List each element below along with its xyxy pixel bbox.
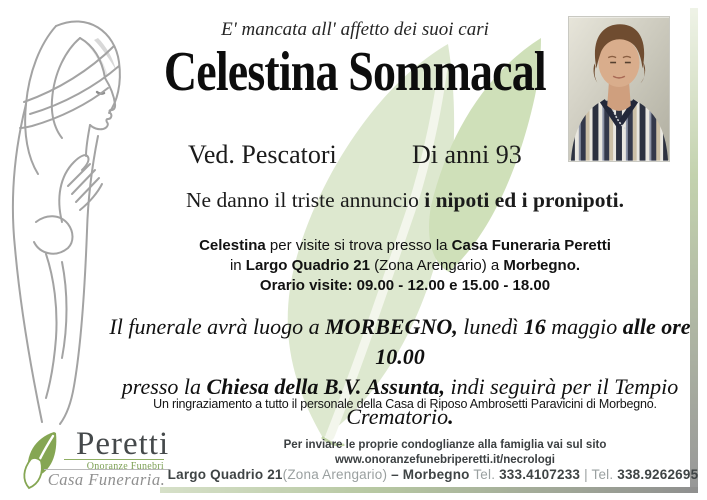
footer-condolences-text: Per inviare le proprie condoglianze alla famiglia vai sul sito [283, 439, 607, 451]
funeral-time: alle ore 10.00 [375, 314, 697, 369]
deceased-name [70, 42, 640, 102]
visit-line-1 [120, 236, 690, 256]
funeral-line-1 [85, 312, 707, 372]
funeral-text-2: lunedì [457, 314, 524, 339]
visit-line-3 [120, 276, 690, 296]
footer-city: – Morbegno [391, 467, 470, 482]
visit-hours: Orario visite: 09.00 - 12.00 e 15.00 - 18.00 [259, 277, 551, 294]
funeral-text-1: Il funerale avrà luogo a [109, 314, 326, 339]
visit-name: Celestina [199, 237, 266, 254]
funeral-day: 16 [523, 314, 546, 339]
funeral-home-name: Casa Funeraria Peretti [451, 237, 611, 254]
footer-address: Largo Quadrio 21 [167, 467, 283, 482]
age-label: Di anni 93 [412, 140, 522, 169]
funeral-text-3: maggio [545, 314, 623, 339]
funeral-text-4: presso la [121, 374, 207, 399]
funeral-details [85, 312, 707, 432]
footer-address-line [163, 467, 703, 482]
announcement-normal: Ne danno il triste annuncio [186, 188, 425, 212]
intro-line: E' mancata all' affetto dei suoi cari [221, 19, 489, 40]
logo-tagline: Casa Funeraria. [44, 469, 169, 490]
visiting-info [120, 236, 690, 296]
footer-website-url: www.onoranzefunebriperetti.it/necrologi [334, 453, 555, 466]
visit-line-2 [120, 256, 690, 276]
logo-subtitle: Onoranze Funebri [64, 459, 164, 472]
funeral-text-end: . [448, 404, 454, 429]
footer-phone-2: 338.9262695 [617, 467, 699, 482]
funeral-church: Chiesa della B.V. Assunta, [206, 374, 445, 399]
funeral-city: MORBEGNO, [325, 314, 458, 339]
visit-city: Morbegno. [503, 257, 581, 274]
visit-text-1: per visite si trova presso la [265, 237, 452, 254]
thanks-line: Un ringraziamento a tutto il personale della Casa di Riposo Ambrosetti Paravicini di Morbegno. [153, 397, 657, 411]
visit-text-3: (Zona Arengario) a [369, 257, 504, 274]
bottom-accent-bar [160, 487, 698, 493]
widow-of-label: Ved. Pescatori [188, 140, 337, 169]
deceased-name-text: Celestina Sommacal [164, 41, 546, 103]
visit-address: Largo Quadrio 21 [245, 257, 370, 274]
announcement-line [120, 188, 690, 213]
announcement-bold: i nipoti ed i pronipoti. [424, 188, 624, 212]
logo-brand-name: Peretti [76, 426, 170, 462]
visit-text-2: in [229, 257, 246, 274]
footer-tel-label-1: Tel. [469, 467, 500, 482]
footer-tel-label-2: | Tel. [580, 467, 618, 482]
footer-condolences [180, 438, 707, 467]
footer-phone-1: 333.4107233 [499, 467, 581, 482]
footer-zone: (Zona Arengario) [282, 467, 392, 482]
funeral-text-5: indi seguirà per il Tempio Crematorio [346, 374, 684, 429]
